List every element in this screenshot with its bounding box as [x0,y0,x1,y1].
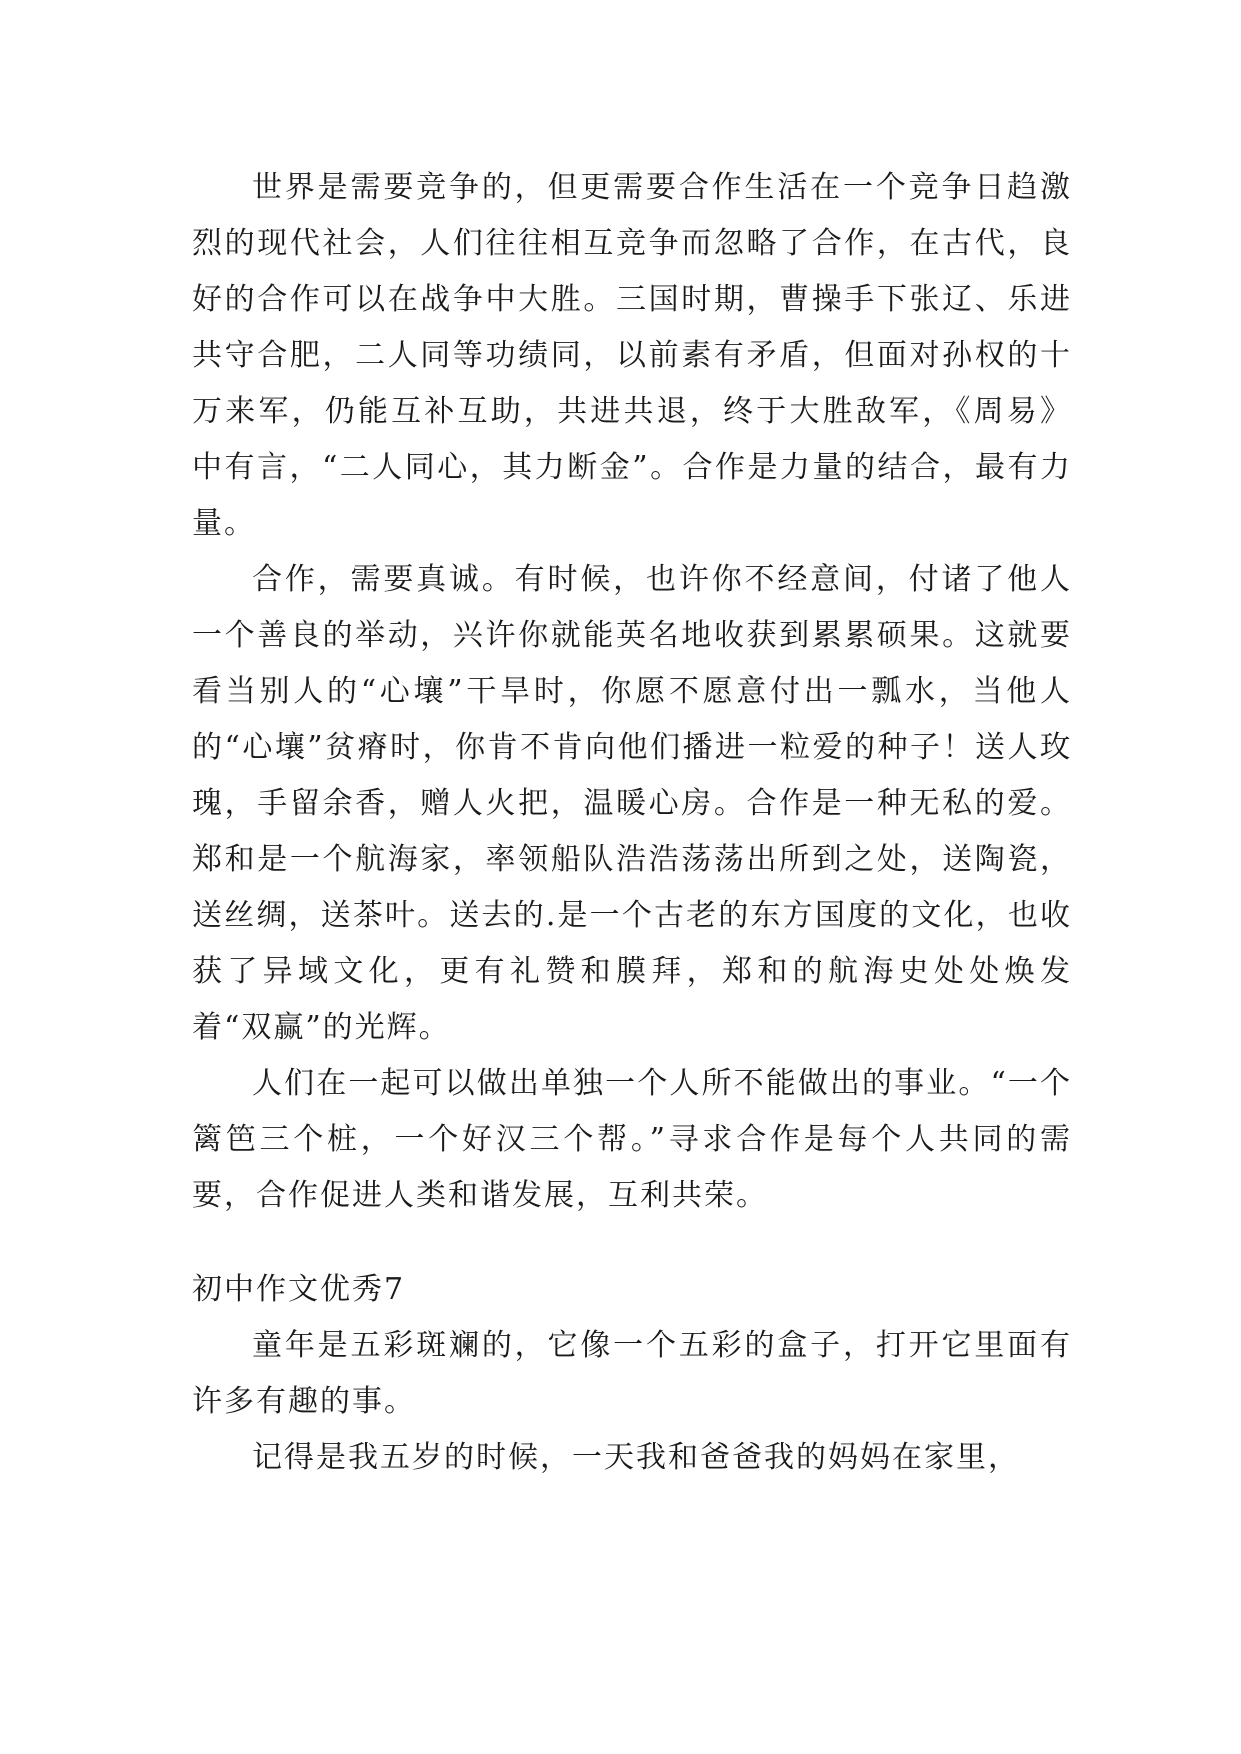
paragraph-cooperation-conclusion: 人们在一起可以做出单独一个人所不能做出的事业。“一个篱笆三个桩，一个好汉三个帮。”寻求合作是每个人共同的需要，合作促进人类和谐发展，互利共荣。 [192,1066,1072,1213]
paragraph-childhood-intro: 童年是五彩斑斓的，它像一个五彩的盒子，打开它里面有许多有趣的事。 [192,1328,1072,1419]
paragraph-cooperation-sincerity: 合作，需要真诚。有时候，也许你不经意间，付诸了他人一个善良的举动，兴许你就能英名地收获到累累硕果。这就要看当别人的“心壤”干旱时，你愿不愿意付出一瓢水，当他人的“心壤”贫瘠时，你肯不肯向他们播进一粒爱的种子！送人玫瑰，手留余香，赠人火把，温暖心房。合作是一种无私的爱。郑和是一个航海家，率领船队浩浩荡荡出所到之处，送陶瓷，送丝绸，送茶叶。送去的.是一个古老的东方国度的文化，也收获了异域文化，更有礼赞和膜拜，郑和的航海史处处焕发着“双赢”的光辉。 [192,562,1072,1045]
paragraph-cooperation-intro: 世界是需要竞争的，但更需要合作生活在一个竞争日趋激烈的现代社会，人们往往相互竞争而忽略了合作，在古代，良好的合作可以在战争中大胜。三国时期，曹操手下张辽、乐进共守合肥，二人同等功绩同，以前素有矛盾，但面对孙权的十万来军，仍能互补互助，共进共退，终于大胜敌军，《周易》中有言，“二人同心，其力断金”。合作是力量的结合，最有力量。 [192,170,1072,541]
document-body [192,160,1072,1486]
section-heading: 初中作文优秀7 [192,1272,406,1307]
paragraph-childhood-memory: 记得是我五岁的时候，一天我和爸爸我的妈妈在家里， [252,1440,1020,1475]
